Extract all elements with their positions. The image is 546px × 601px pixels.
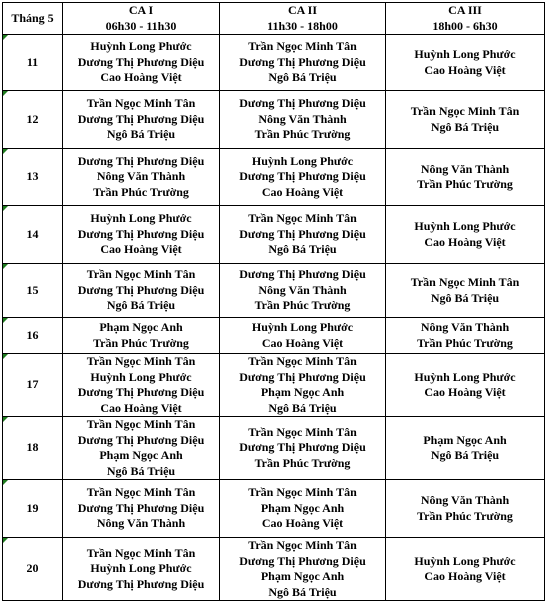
staff-name: Dương Thị Phương Diệu <box>239 267 366 282</box>
shift-cell-1 <box>63 538 220 601</box>
staff-name: Cao Hoàng Việt <box>261 516 344 531</box>
shift-cell-2 <box>220 318 386 354</box>
shift-cell-3 <box>386 149 545 206</box>
shift-cell-2 <box>220 264 386 318</box>
staff-name: Huỳnh Long Phước <box>414 219 516 233</box>
staff-name: Ngô Bá Triệu <box>268 242 337 257</box>
schedule-row <box>3 480 545 538</box>
staff-name: Trần Phúc Trường <box>254 455 351 470</box>
day-number: 11 <box>26 54 39 69</box>
staff-name: Ngô Bá Triệu <box>430 119 500 134</box>
staff-name: Huỳnh Long Phước <box>414 553 516 568</box>
day-number: 16 <box>26 327 39 342</box>
shift-cell-1 <box>63 149 220 206</box>
staff-name: Huỳnh Long Phước <box>251 320 354 334</box>
shift-header-2 <box>220 3 386 35</box>
cell-marker-icon <box>3 318 8 323</box>
staff-name: Cao Hoàng Việt <box>424 234 506 249</box>
staff-list <box>222 425 383 472</box>
staff-name: Trần Ngọc Minh Tân <box>410 104 520 118</box>
staff-name: Dương Thị Phương Diệu <box>239 96 366 111</box>
staff-list <box>222 39 383 86</box>
staff-name: Dương Thị Phương Diệu <box>77 385 205 399</box>
day-number: 20 <box>26 561 39 576</box>
shift-cell-2 <box>220 538 386 601</box>
schedule-row <box>3 91 545 149</box>
staff-name: Dương Thị Phương Diệu <box>77 226 205 241</box>
shift-cell-2 <box>220 206 386 264</box>
schedule-row <box>3 35 545 91</box>
staff-name: Nông Văn Thành <box>420 493 510 507</box>
shift-cell-3 <box>386 538 545 601</box>
staff-name: Cao Hoàng Việt <box>424 569 506 583</box>
cell-marker-icon <box>3 91 8 96</box>
staff-name: Nông Văn Thành <box>96 516 186 531</box>
shift-time: 11h30 - 18h00 <box>267 18 338 33</box>
day-cell <box>3 417 63 480</box>
staff-name: Ngô Bá Triệu <box>268 584 337 599</box>
schedule-row <box>3 417 545 480</box>
day-cell <box>3 480 63 538</box>
shift-time: 06h30 - 11h30 <box>105 18 177 33</box>
staff-name: Dương Thị Phương Diệu <box>239 226 366 241</box>
shift-cell-2 <box>220 149 386 206</box>
staff-list <box>65 39 217 86</box>
shift-cell-1 <box>63 206 220 264</box>
staff-list <box>222 96 383 143</box>
day-cell <box>3 354 63 417</box>
shift-header-1 <box>63 3 220 35</box>
schedule-row <box>3 264 545 318</box>
staff-name: Nông Văn Thành <box>420 320 510 334</box>
shift-cell-1 <box>63 417 220 480</box>
month-header <box>3 3 63 35</box>
staff-name: Trần Ngọc Minh Tân <box>86 417 196 431</box>
cell-marker-icon <box>3 149 8 154</box>
staff-name: Cao Hoàng Việt <box>424 385 506 399</box>
header-row <box>3 3 545 35</box>
day-number: 19 <box>26 500 39 515</box>
shift-cell-1 <box>63 318 220 354</box>
shift-name: CA II <box>287 3 317 17</box>
shift-cell-1 <box>63 264 220 318</box>
staff-name: Cao Hoàng Việt <box>100 70 182 85</box>
staff-name: Trần Ngọc Minh Tân <box>248 39 357 54</box>
staff-name: Trần Ngọc Minh Tân <box>248 211 357 226</box>
day-number: 17 <box>26 377 39 392</box>
staff-name: Phạm Ngọc Anh <box>260 385 345 399</box>
shift-cell-2 <box>220 354 386 417</box>
staff-list <box>222 538 383 600</box>
shift-cell-3 <box>386 318 545 354</box>
shift-time: 18h00 - 6h30 <box>432 18 498 33</box>
staff-list <box>65 154 217 201</box>
staff-name: Phạm Ngọc Anh <box>423 432 507 447</box>
staff-name: Dương Thị Phương Diệu <box>239 54 366 69</box>
shift-cell-1 <box>63 480 220 538</box>
staff-name: Trần Ngọc Minh Tân <box>86 96 196 111</box>
shift-cell-2 <box>220 417 386 480</box>
staff-list <box>388 104 542 135</box>
staff-name: Trần Ngọc Minh Tân <box>248 354 357 368</box>
staff-name: Ngô Bá Triệu <box>106 298 176 313</box>
staff-name: Cao Hoàng Việt <box>100 400 182 415</box>
day-cell <box>3 35 63 91</box>
staff-name: Phạm Ngọc Anh <box>99 448 183 462</box>
shift-cell-3 <box>386 264 545 318</box>
shift-schedule-table <box>2 2 545 601</box>
staff-name: Trần Phúc Trường <box>93 335 189 350</box>
staff-list <box>388 275 542 306</box>
staff-name: Ngô Bá Triệu <box>430 290 500 305</box>
staff-list <box>388 320 542 351</box>
staff-name: Trần Phúc Trường <box>417 508 513 523</box>
staff-name: Cao Hoàng Việt <box>261 184 344 199</box>
staff-list <box>388 162 542 193</box>
staff-name: Huỳnh Long Phước <box>90 369 192 384</box>
staff-name: Huỳnh Long Phước <box>414 47 516 61</box>
staff-name: Ngô Bá Triệu <box>268 70 337 85</box>
staff-name: Huỳnh Long Phước <box>414 369 516 384</box>
schedule-row <box>3 318 545 354</box>
day-number: 13 <box>26 169 39 184</box>
staff-list <box>65 96 217 143</box>
staff-name: Trần Ngọc Minh Tân <box>248 424 357 439</box>
day-number: 14 <box>26 226 39 241</box>
cell-marker-icon <box>3 538 8 543</box>
schedule-row <box>3 206 545 264</box>
staff-list <box>222 320 383 351</box>
staff-name: Ngô Bá Triệu <box>268 400 337 415</box>
day-cell <box>3 206 63 264</box>
staff-list <box>388 47 542 78</box>
staff-name: Phạm Ngọc Anh <box>260 569 345 583</box>
staff-name: Trần Ngọc Minh Tân <box>86 354 196 368</box>
staff-list <box>222 211 383 258</box>
schedule-row <box>3 538 545 601</box>
staff-list <box>222 354 383 416</box>
cell-marker-icon <box>3 417 8 422</box>
cell-marker-icon <box>3 206 8 211</box>
staff-name: Cao Hoàng Việt <box>424 62 506 77</box>
staff-list <box>65 485 217 532</box>
staff-name: Trần Phúc Trường <box>417 177 513 191</box>
staff-list <box>388 554 542 585</box>
staff-name: Dương Thị Phương Diệu <box>239 369 366 384</box>
staff-list <box>388 219 542 250</box>
schedule-row <box>3 354 545 417</box>
cell-marker-icon <box>3 35 8 40</box>
schedule-body <box>3 35 545 601</box>
day-number: 12 <box>26 111 39 126</box>
staff-list <box>65 546 217 593</box>
staff-name: Trần Phúc Trường <box>93 184 189 199</box>
shift-cell-3 <box>386 35 545 91</box>
staff-list <box>388 493 542 524</box>
staff-name: Trần Phúc Trường <box>254 127 351 142</box>
shift-cell-2 <box>220 480 386 538</box>
staff-list <box>65 320 217 351</box>
staff-name: Trần Ngọc Minh Tân <box>410 275 520 289</box>
cell-marker-icon <box>3 354 8 359</box>
staff-name: Huỳnh Long Phước <box>90 39 192 54</box>
staff-name: Trần Phúc Trường <box>254 298 351 313</box>
staff-list <box>65 354 217 416</box>
shift-cell-3 <box>386 206 545 264</box>
staff-list <box>388 433 542 464</box>
shift-cell-2 <box>220 35 386 91</box>
staff-list <box>222 267 383 314</box>
day-cell <box>3 264 63 318</box>
shift-cell-3 <box>386 354 545 417</box>
schedule-row <box>3 149 545 206</box>
day-number: 18 <box>26 440 39 455</box>
staff-name: Trần Phúc Trường <box>417 335 513 350</box>
staff-name: Trần Ngọc Minh Tân <box>86 545 196 560</box>
staff-name: Dương Thị Phương Diệu <box>77 282 205 297</box>
staff-name: Dương Thị Phương Diệu <box>77 153 205 168</box>
staff-list <box>65 267 217 314</box>
month-label: Tháng 5 <box>11 10 54 25</box>
staff-name: Dương Thị Phương Diệu <box>77 576 205 591</box>
staff-name: Nông Văn Thành <box>96 169 186 184</box>
staff-name: Dương Thị Phương Diệu <box>77 54 205 69</box>
shift-header-3 <box>386 3 545 35</box>
staff-name: Ngô Bá Triệu <box>430 448 500 462</box>
staff-name: Trần Ngọc Minh Tân <box>248 538 357 552</box>
cell-marker-icon <box>3 264 8 269</box>
staff-name: Trần Ngọc Minh Tân <box>86 485 196 500</box>
staff-name: Ngô Bá Triệu <box>106 127 176 142</box>
staff-name: Nông Văn Thành <box>258 111 347 126</box>
staff-name: Nông Văn Thành <box>420 161 510 176</box>
staff-name: Dương Thị Phương Diệu <box>77 111 205 126</box>
staff-list <box>388 370 542 401</box>
staff-name: Phạm Ngọc Anh <box>99 320 183 334</box>
staff-name: Nông Văn Thành <box>258 282 347 297</box>
staff-name: Huỳnh Long Phước <box>251 153 354 168</box>
day-cell <box>3 91 63 149</box>
staff-name: Trần Ngọc Minh Tân <box>86 267 196 282</box>
cell-marker-icon <box>3 480 8 485</box>
day-cell <box>3 149 63 206</box>
day-cell <box>3 538 63 601</box>
staff-name: Cao Hoàng Việt <box>261 335 344 350</box>
shift-cell-1 <box>63 91 220 149</box>
staff-list <box>222 485 383 532</box>
staff-name: Dương Thị Phương Diệu <box>239 169 366 184</box>
shift-cell-2 <box>220 91 386 149</box>
staff-name: Ngô Bá Triệu <box>106 463 176 478</box>
shift-name: CA I <box>128 3 154 17</box>
staff-name: Huỳnh Long Phước <box>90 561 192 576</box>
shift-cell-3 <box>386 417 545 480</box>
day-number: 15 <box>26 282 39 297</box>
shift-cell-1 <box>63 35 220 91</box>
staff-name: Trần Ngọc Minh Tân <box>248 485 357 500</box>
staff-name: Dương Thị Phương Diệu <box>239 440 366 455</box>
staff-name: Dương Thị Phương Diệu <box>239 553 366 568</box>
staff-name: Cao Hoàng Việt <box>100 242 182 257</box>
shift-name: CA III <box>448 3 482 17</box>
staff-name: Dương Thị Phương Diệu <box>77 500 205 515</box>
shift-cell-3 <box>386 480 545 538</box>
staff-list <box>65 417 217 479</box>
staff-name: Phạm Ngọc Anh <box>260 500 345 515</box>
staff-list <box>65 211 217 258</box>
shift-cell-3 <box>386 91 545 149</box>
shift-cell-1 <box>63 354 220 417</box>
day-cell <box>3 318 63 354</box>
staff-name: Huỳnh Long Phước <box>90 211 192 226</box>
staff-name: Dương Thị Phương Diệu <box>77 432 205 447</box>
staff-list <box>222 154 383 201</box>
